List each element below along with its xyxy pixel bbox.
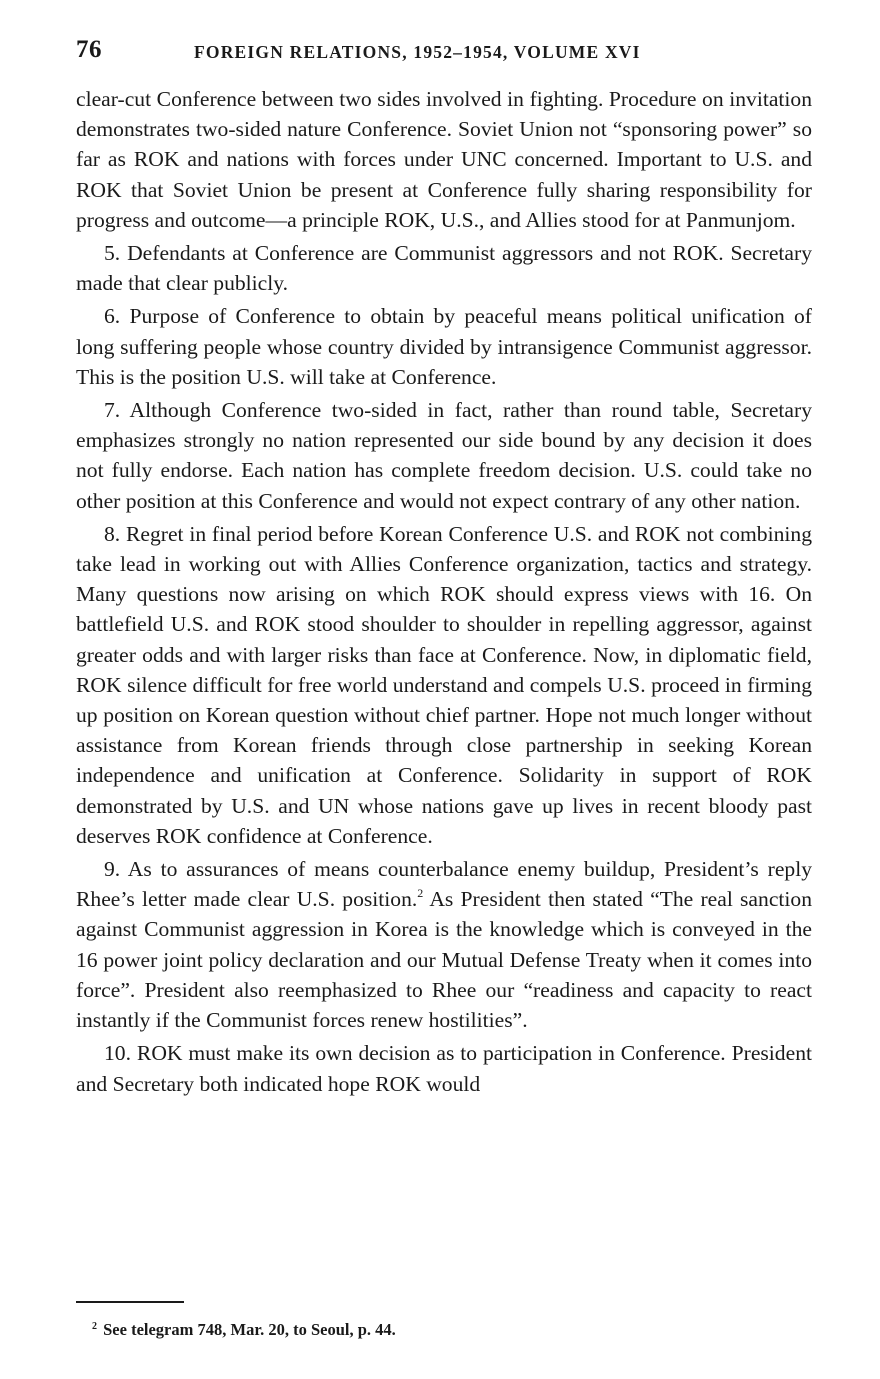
paragraph-9-text-end: As President then stated “The real sanction against Communist aggression in Korea is the knowledge which is conveyed in the 16 power joint policy declaration and our Mutual Defense Treaty when it comes into force”. President also reemphasized to Rhee our “readiness and capacity to react instantly if the Communist forces renew hostilities”. — [76, 887, 812, 1033]
paragraph-continuation: clear-cut Conference between two sides involved in fighting. Procedure on invitation demonstrates two-sided nature Conference. Soviet Union not “sponsoring power” so far as ROK and nations with forces under UNC concerned. Important to U.S. and ROK that Soviet Union be present at Conference fully sharing responsibility for progress and outcome—a principle ROK, U.S., and Allies stood for at Panmunjom. — [76, 87, 812, 232]
paragraph-9 — [76, 854, 812, 1035]
paragraph-6: 6. Purpose of Conference to obtain by peaceful means political unification of long suffering people whose country divided by intransigence Communist aggressor. This is the position U.S. will take at Conference. — [76, 304, 812, 389]
paragraph-10: 10. ROK must make its own decision as to participation in Conference. President and Secretary both indicated hope ROK would — [76, 1041, 812, 1096]
footnote-divider — [76, 1301, 184, 1303]
running-title: FOREIGN RELATIONS, 1952–1954, VOLUME XVI — [194, 42, 641, 62]
body-text — [76, 84, 812, 1102]
page-number: 76 — [76, 36, 102, 63]
footnote-mark: 2 — [92, 1321, 97, 1332]
page-header — [76, 36, 812, 68]
paragraph-5: 5. Defendants at Conference are Communist aggressors and not ROK. Secretary made that clear publicly. — [76, 241, 812, 296]
footnote-reference: 2 — [417, 886, 424, 901]
footnote-text: See telegram 748, Mar. 20, to Seoul, p. 44. — [103, 1320, 396, 1339]
paragraph-7: 7. Although Conference two-sided in fact, rather than round table, Secretary emphasizes strongly no nation represented our side bound by any decision it does not fully endorse. Each nation has complete freedom decision. U.S. could take no other position at this Conference and would not expect contrary of any other nation. — [76, 398, 812, 513]
footnote — [92, 1320, 812, 1340]
paragraph-8: 8. Regret in final period before Korean Conference U.S. and ROK not combining take lead in working out with Allies Conference organization, tactics and strategy. Many questions now arising on which ROK should express views with 16. On battlefield U.S. and ROK stood shoulder to shoulder in repelling aggressor, against greater odds and with larger risks than face at Conference. Now, in diplomatic field, ROK silence difficult for free world understand and compels U.S. proceed in firming up position on Korean question without chief partner. Hope not much longer without assistance from Korean friends through close partnership in seeking Korean independence and unification at Conference. Solidarity in support of ROK demonstrated by U.S. and UN whose nations gave up lives in recent bloody past deserves ROK confidence at Conference. — [76, 521, 812, 848]
paragraph-9-text-start: 9. As to assurances of means counterbalance enemy buildup, President’s reply Rhee’s letter made clear U.S. position. — [76, 857, 812, 912]
